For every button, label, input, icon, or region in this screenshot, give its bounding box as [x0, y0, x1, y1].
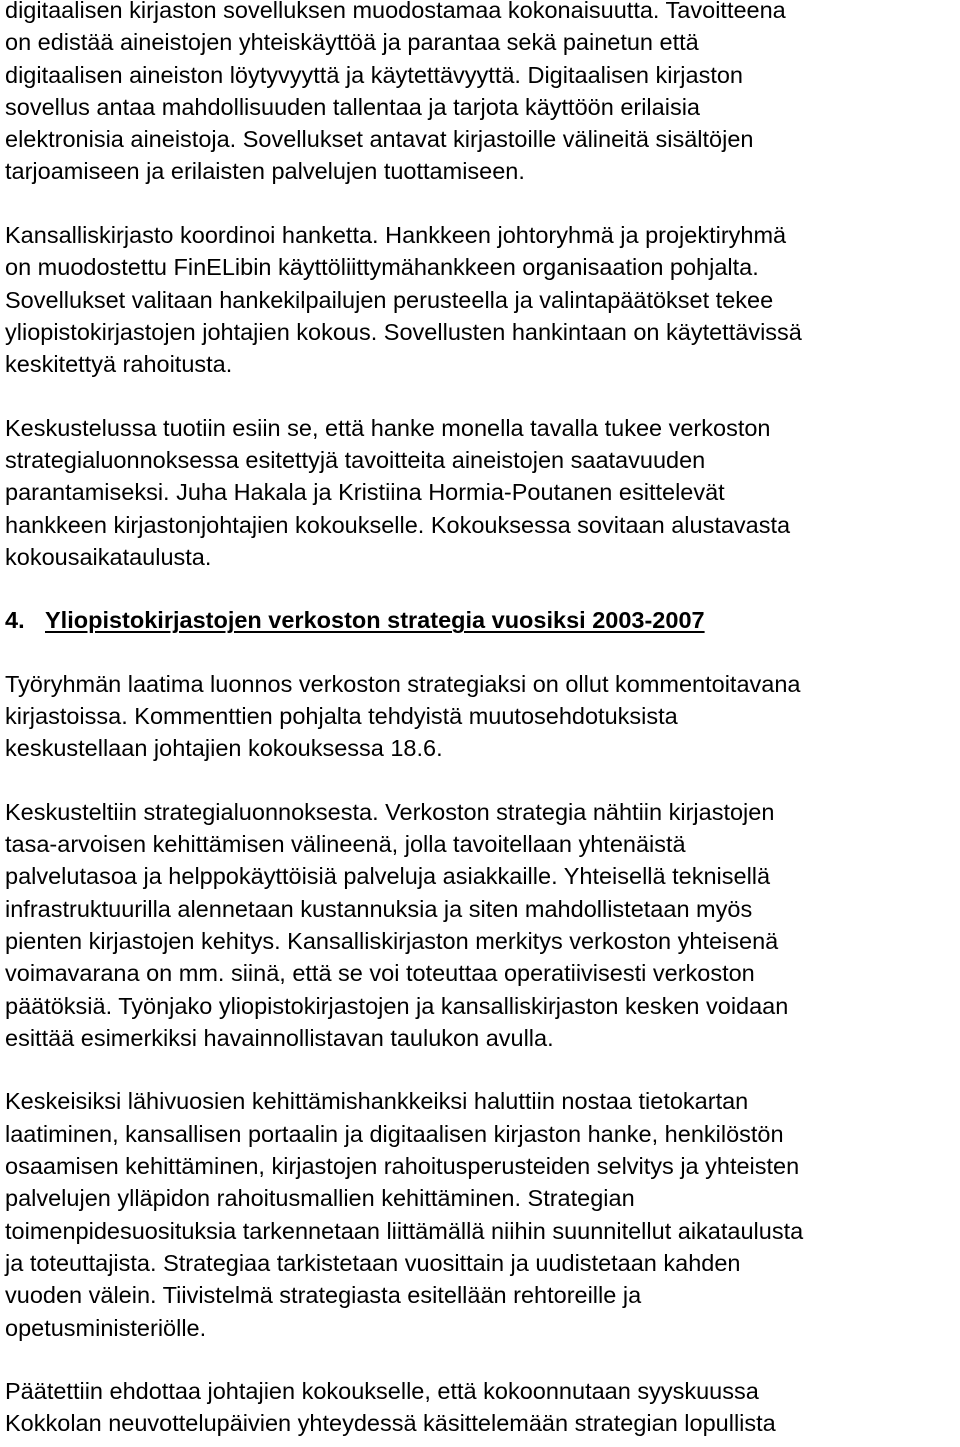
text-line: infrastruktuurilla alennetaan kustannuksia ja siten mahdollistetaan myös — [5, 895, 753, 922]
text-line: tarjoamiseen ja erilaisten palvelujen tuottamiseen. — [5, 158, 525, 185]
paragraph — [5, 796, 960, 1054]
paragraph-gap — [5, 1054, 960, 1085]
text-line: palvelujen ylläpidon rahoitusmallien kehittäminen. Strategian — [5, 1185, 635, 1212]
paragraph — [5, 0, 960, 188]
text-line: on muodostettu FinELibin käyttöliittymähankkeen organisaation pohjalta. — [5, 254, 759, 281]
text-line: elektronisia aineistoja. Sovellukset antavat kirjastoille välineitä sisältöjen — [5, 126, 754, 153]
text-line: tasa-arvoisen kehittämisen välineenä, jolla tavoitellaan yhtenäistä — [5, 831, 686, 858]
text-line: Päätettiin ehdottaa johtajien kokoukselle, että kokoonnutaan syyskuussa — [5, 1378, 759, 1404]
paragraph — [5, 668, 960, 765]
text-line: päätöksiä. Työnjako yliopistokirjastojen ja kansalliskirjaston kesken voidaan — [5, 992, 789, 1019]
paragraph-gap — [5, 637, 960, 668]
section-heading — [5, 604, 960, 636]
text-line: hankkeen kirjastonjohtajien kokoukselle. Kokouksessa sovitaan alustavasta — [5, 511, 791, 538]
text-line: Kansalliskirjasto koordinoi hanketta. Hankkeen johtoryhmä ja projektiryhmä — [5, 221, 787, 248]
text-line: esittää esimerkiksi havainnollistavan taulukon avulla. — [5, 1024, 554, 1051]
text-line: kirjastoissa. Kommenttien pohjalta tehdyistä muutosehdotuksista — [5, 703, 678, 730]
paragraph — [5, 1085, 960, 1343]
paragraph-gap — [5, 573, 960, 604]
text-line: palvelutasoa ja helppokäyttöisiä palveluja asiakkaille. Yhteisellä teknisellä — [5, 863, 771, 890]
text-line: opetusministeriölle. — [5, 1314, 207, 1341]
text-line: Sovellukset valitaan hankekilpailujen perusteella ja valintapäätökset tekee — [5, 286, 774, 313]
paragraph — [5, 412, 960, 573]
text-line: laatiminen, kansallisen portaalin ja digitaalisen kirjaston hanke, henkilöstön — [5, 1120, 784, 1147]
text-line: parantamiseksi. Juha Hakala ja Kristiina Hormia-Poutanen esittelevät — [5, 479, 725, 506]
text-line: Keskusteltiin strategialuonnoksesta. Verkoston strategia nähtiin kirjastojen — [5, 798, 775, 825]
text-line: vuoden välein. Tiivistelmä strategiasta esitellään rehtoreille ja — [5, 1282, 642, 1309]
section-number: 4. — [5, 607, 25, 634]
text-line: kokousaikataulusta. — [5, 543, 212, 570]
paragraph-gap — [5, 765, 960, 796]
text-line: strategialuonnoksessa esitettyjä tavoitteita aineistojen saatavuuden — [5, 446, 706, 473]
document-page — [5, 0, 960, 1440]
paragraph — [5, 1375, 960, 1440]
text-line: Työryhmän laatima luonnos verkoston strategiaksi on ollut kommentoitavana — [5, 670, 801, 697]
text-line: toimenpidesuosituksia tarkennetaan liittämällä niihin suunnitellut aikataulusta — [5, 1217, 804, 1244]
text-line: Kokkolan neuvottelupäivien yhteydessä käsittelemään strategian lopullista — [5, 1410, 776, 1437]
paragraph — [5, 219, 960, 380]
text-line: digitaalisen aineiston löytyvyyttä ja käytettävyyttä. Digitaalisen kirjaston — [5, 61, 744, 88]
text-line: sovellus antaa mahdollisuuden tallentaa ja tarjota käyttöön erilaisia — [5, 93, 700, 120]
paragraph-gap — [5, 188, 960, 219]
paragraph-gap — [5, 380, 960, 411]
text-line: voimavarana on mm. siinä, että se voi toteuttaa operatiivisesti verkoston — [5, 960, 755, 987]
text-line: keskitettyä rahoitusta. — [5, 351, 233, 378]
text-line: Keskeisiksi lähivuosien kehittämishankkeiksi haluttiin nostaa tietokartan — [5, 1088, 749, 1115]
text-line: keskustellaan johtajien kokouksessa 18.6. — [5, 735, 443, 762]
text-line: on edistää aineistojen yhteiskäyttöä ja parantaa sekä painetun että — [5, 29, 699, 56]
paragraph-gap — [5, 1344, 960, 1375]
text-line: digitaalisen kirjaston sovelluksen muodostamaa kokonaisuutta. Tavoitteena — [5, 0, 786, 23]
text-line: ja toteuttajista. Strategiaa tarkistetaan vuosittain ja uudistetaan kahden — [5, 1249, 741, 1276]
text-line: pienten kirjastojen kehitys. Kansalliskirjaston merkitys verkoston yhteisenä — [5, 928, 779, 955]
text-line: osaamisen kehittäminen, kirjastojen rahoitusperusteiden selvitys ja yhteisten — [5, 1153, 800, 1180]
text-line: yliopistokirjastojen johtajien kokous. Sovellusten hankintaan on käytettävissä — [5, 318, 802, 345]
section-title: Yliopistokirjastojen verkoston strategia vuosiksi 2003-2007 — [45, 607, 705, 634]
text-line: Keskustelussa tuotiin esiin se, että hanke monella tavalla tukee verkoston — [5, 414, 771, 441]
